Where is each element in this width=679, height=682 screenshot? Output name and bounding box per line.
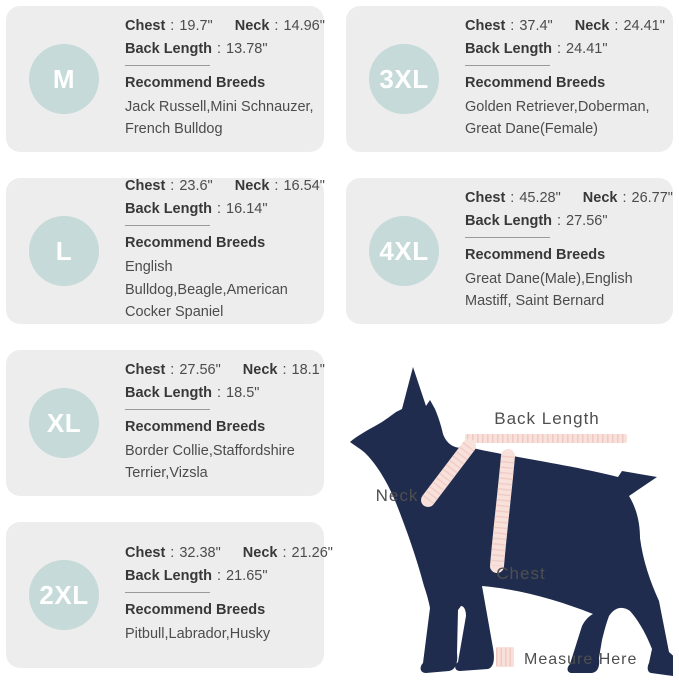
chest-label: Chest [125,17,166,34]
chest-value: 23.6" [179,178,213,195]
back-length-value: 21.65" [226,567,268,584]
recommend-breeds-title: Recommend Breeds [465,74,606,91]
recommend-breeds-title: Recommend Breeds [125,235,266,252]
neck-label: Neck [234,178,270,195]
chest-label: Chest [125,178,166,195]
back-length-label: Back Length [125,201,213,218]
divider [465,65,550,66]
back-length-label: Back Length [125,567,213,584]
chest-label: Chest [465,189,506,206]
breeds-list: Golden Retriever,Doberman, Great Dane(Female) [465,98,650,137]
back-length-value: 27.56" [566,212,608,229]
size-badge-3xl: 3XL [369,44,439,114]
back-length-value: 24.41" [566,40,608,57]
breeds-list: Jack Russell,Mini Schnauzer, French Bulldog [125,98,314,137]
back-length-value: 13.78" [226,40,268,57]
back-length-diagram-label: Back Length [494,409,600,428]
neck-value: 26.77" [631,189,673,206]
chest-label: Chest [125,544,166,561]
measure-here-label: Measure Here [524,651,638,668]
breeds-list: Border Collie,Staffordshire Terrier,Vizsla [125,442,295,481]
neck-value: 18.1" [291,361,325,378]
chest-label: Chest [125,361,166,378]
chest-value: 37.4" [519,17,553,34]
breeds-list: Great Dane(Male),English Mastiff, Saint Bernard [465,270,633,309]
breeds-list: Pitbull,Labrador,Husky [125,625,271,642]
divider [125,409,210,410]
size-badge-m: M [29,44,99,114]
size-badge-l: L [29,216,99,286]
chest-diagram-label: Chest [496,564,546,583]
divider [125,225,210,226]
back-length-label: Back Length [125,40,213,57]
back-length-value: 16.14" [226,201,268,218]
neck-label: Neck [242,361,278,378]
size-card-3xl: 3XL Chest : 37.4" Neck : 24.41" Back Length : 24.41" Recommend Breeds Golden Retriever,Doberman, Great Dane(Female) [346,6,673,152]
back-length-label: Back Length [465,40,553,57]
neck-diagram-label: Neck [375,486,419,505]
right-column [346,6,673,676]
recommend-breeds-title: Recommend Breeds [465,246,606,263]
dog-silhouette-diagram [346,350,673,676]
size-card-4xl: 4XL Chest : 45.28" Neck : 26.77" Back Length : 27.56" Recommend Breeds Great Dane(Male),English Mastiff, Saint Bernard [346,178,673,324]
chest-value: 45.28" [519,189,561,206]
size-badge-xl: XL [29,388,99,458]
neck-value: 24.41" [623,17,665,34]
back-length-label: Back Length [125,384,213,401]
chest-value: 19.7" [179,17,213,34]
recommend-breeds-title: Recommend Breeds [125,74,266,91]
divider [125,65,210,66]
breeds-list: English Bulldog,Beagle,American Cocker Spaniel [125,259,288,321]
back-length-label: Back Length [465,212,553,229]
neck-label: Neck [234,17,270,34]
chest-label: Chest [465,17,506,34]
size-card-l: L Chest : 23.6" Neck : 16.54" Back Length : 16.14" Recommend Breeds English Bulldog,Beagle,American Cocker Spaniel [6,178,324,324]
recommend-breeds-title: Recommend Breeds [125,418,266,435]
neck-label: Neck [242,544,278,561]
neck-label: Neck [582,189,618,206]
neck-label: Neck [574,17,610,34]
measurement-diagram [346,350,673,676]
size-card-xl: XL Chest : 27.56" Neck : 18.1" Back Length : 18.5" Recommend Breeds Border Collie,Staffordshire Terrier,Vizsla [6,350,324,496]
measurements-line1: Chest : 19.7" Neck : 14.96" [125,17,325,34]
left-column [6,6,333,676]
size-card-2xl: 2XL Chest : 32.38" Neck : 21.26" Back Length : 21.65" Recommend Breeds Pitbull,Labrador,Husky [6,522,324,668]
size-badge-4xl: 4XL [369,216,439,286]
neck-value: 16.54" [283,178,325,195]
chest-value: 27.56" [179,361,221,378]
size-card-m [6,6,324,152]
measurements-line2: Back Length : 13.78" [125,40,268,57]
neck-value: 21.26" [291,544,333,561]
divider [465,237,550,238]
neck-value: 14.96" [283,17,325,34]
back-length-value: 18.5" [226,384,260,401]
divider [125,592,210,593]
size-badge-2xl: 2XL [29,560,99,630]
recommend-breeds-title: Recommend Breeds [125,601,266,618]
chest-value: 32.38" [179,544,221,561]
